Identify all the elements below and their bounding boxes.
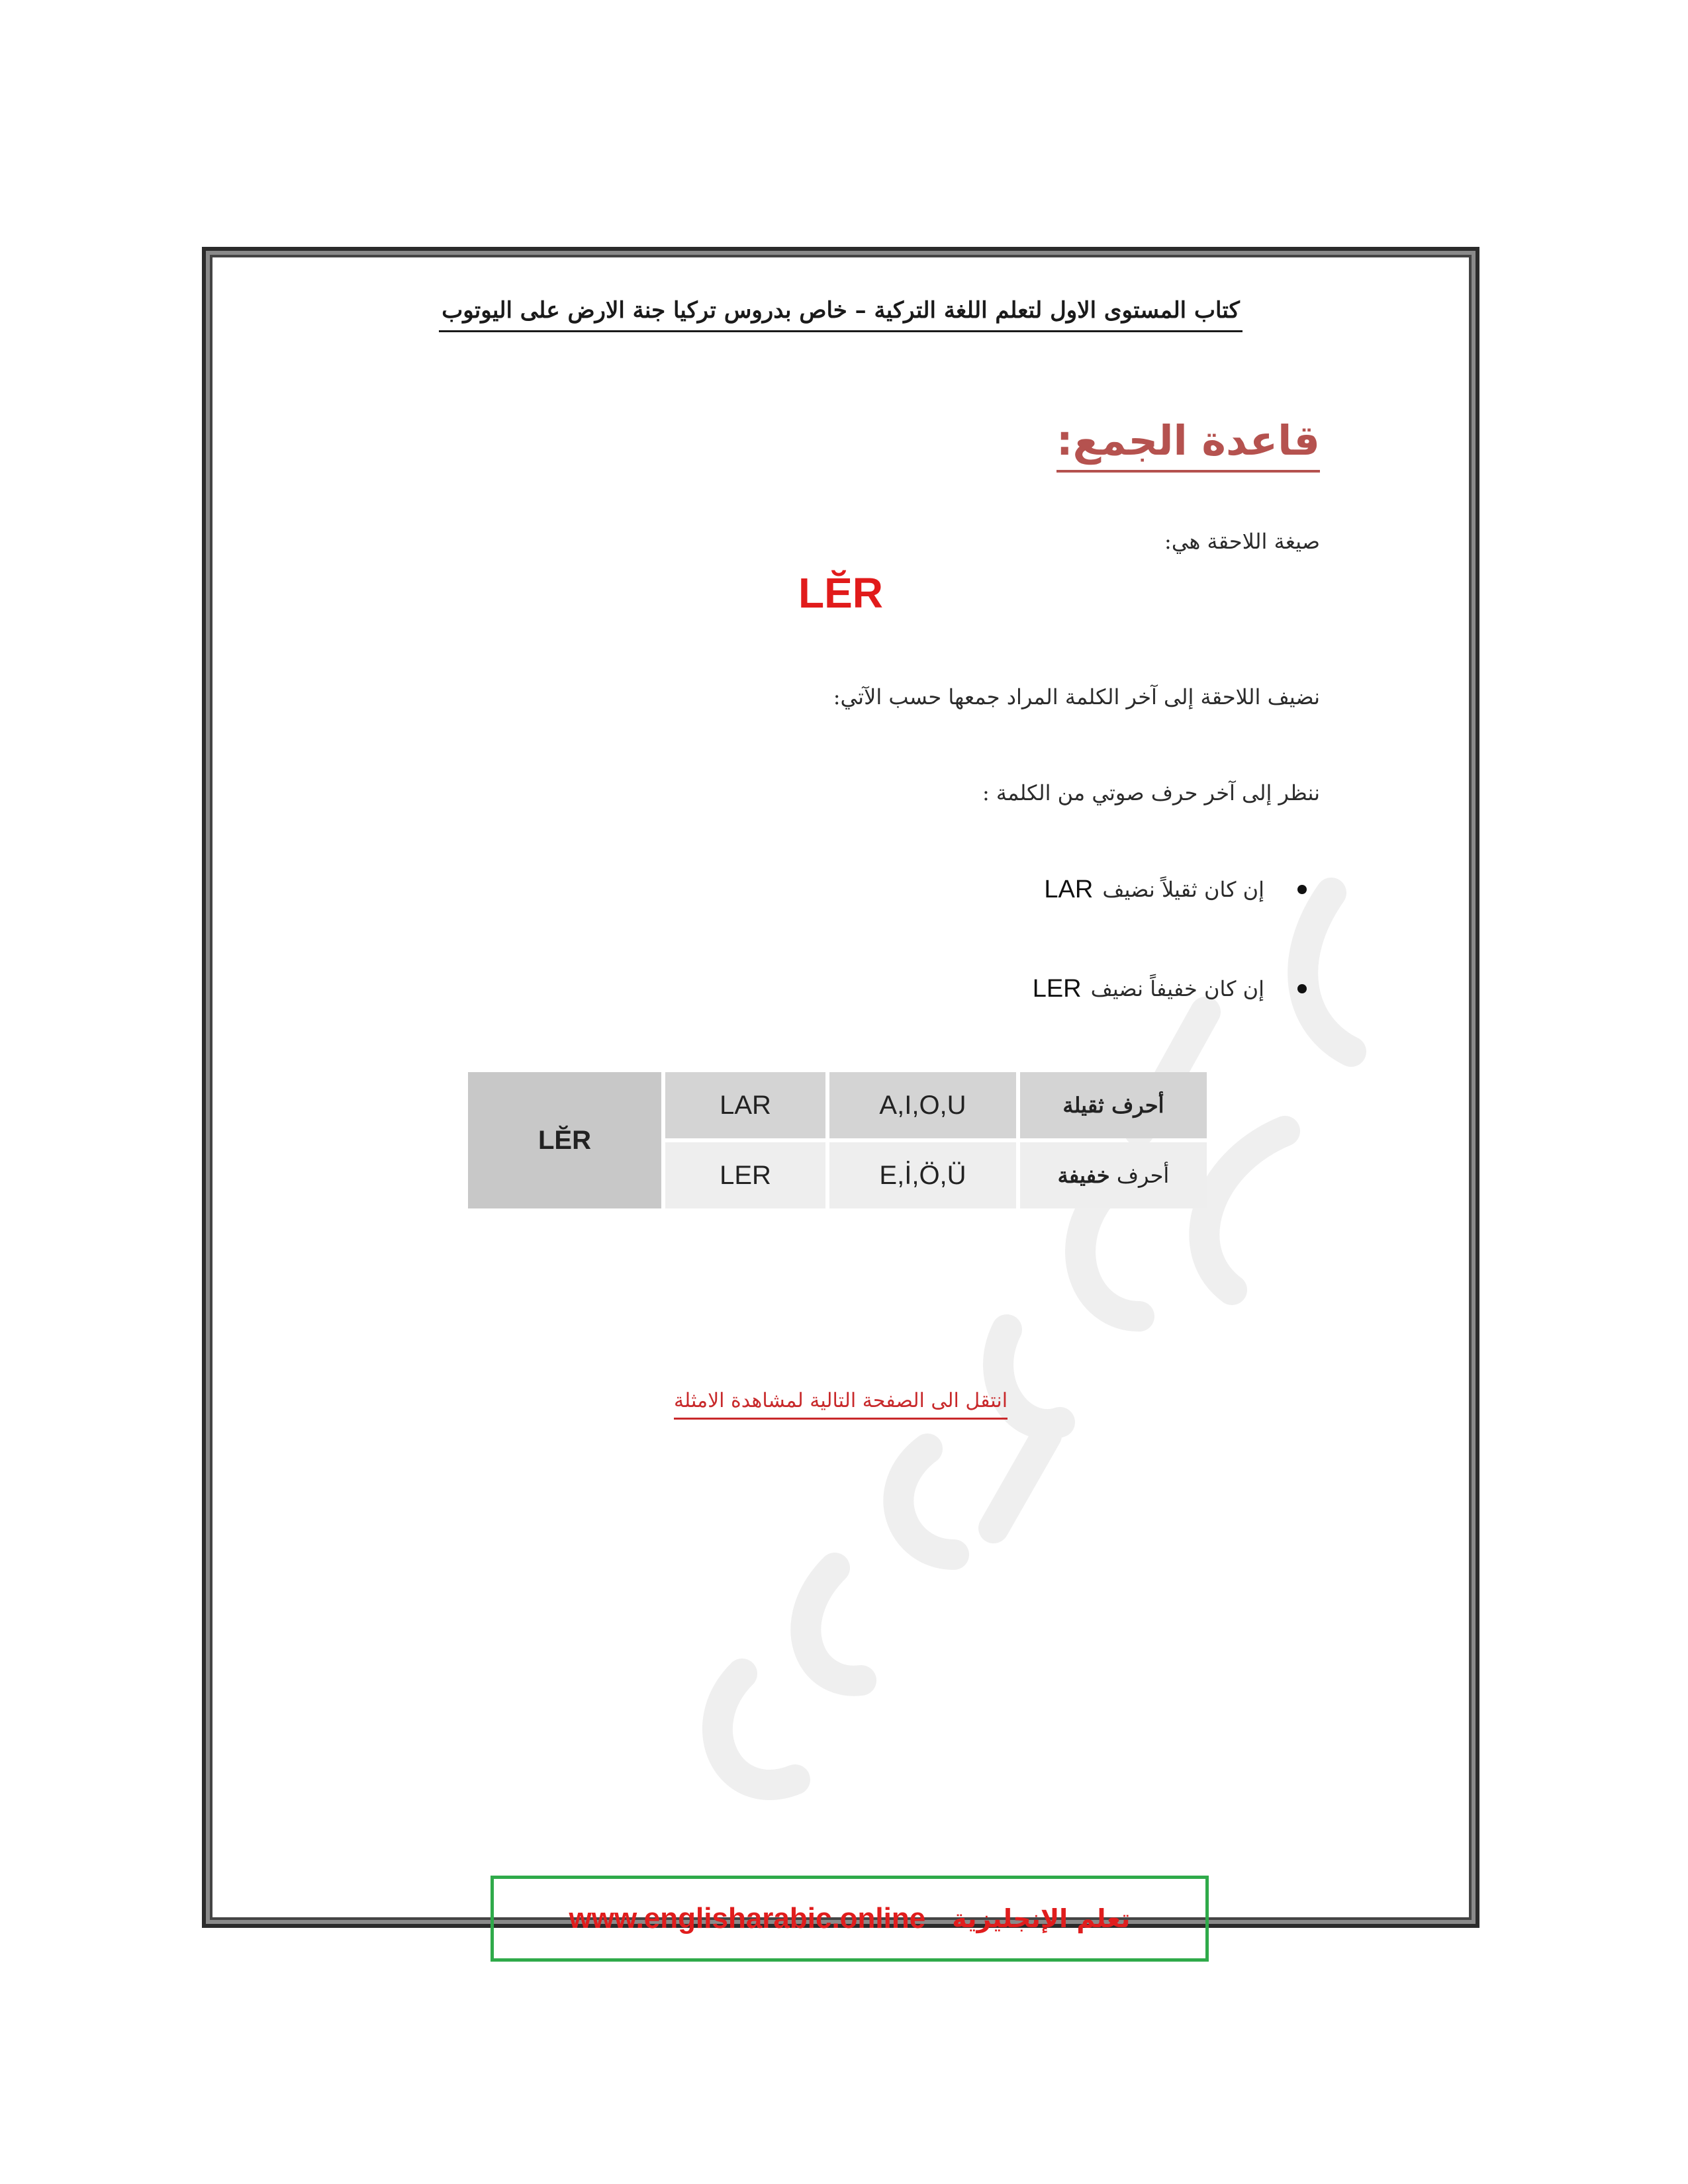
- next-page-link[interactable]: انتقل الى الصفحة التالية لمشاهدة الامثلة: [674, 1389, 1008, 1420]
- table-cell-suffix: LER: [665, 1142, 825, 1208]
- suffix-intro: صيغة اللاحقة هي:: [1164, 529, 1320, 554]
- vowel-harmony-table: [464, 1068, 1211, 1212]
- next-page-note: [212, 1389, 1469, 1420]
- table-cell-suffix: LAR: [665, 1072, 825, 1138]
- rule-text: إن كان ثقيلاً نضيف: [1102, 877, 1264, 902]
- page-content: [210, 255, 1472, 1934]
- promo-url-link[interactable]: www.englisharabic.online: [569, 1902, 926, 1934]
- bullet-icon: [1297, 885, 1307, 894]
- rule-text: إن كان خفيفاً نضيف: [1090, 976, 1264, 1001]
- instruction-add-suffix: نضيف اللاحقة إلى آخر الكلمة المراد جمعها حسب الآتي:: [833, 684, 1320, 709]
- rule-item-light: [1033, 972, 1320, 1005]
- table-cell-suffix-merged: LĔR: [468, 1072, 661, 1208]
- promo-box: [491, 1876, 1209, 1962]
- label-bold: خفيفة: [1057, 1163, 1110, 1188]
- rule-suffix: LAR: [1044, 875, 1094, 903]
- label-prefix: أحرف: [1116, 1163, 1170, 1188]
- table-cell-letters: E,İ,Ö,Ü: [829, 1142, 1016, 1208]
- table-cell-label: [1020, 1142, 1207, 1208]
- instruction-last-vowel: ننظر إلى آخر حرف صوتي من الكلمة :: [982, 780, 1320, 805]
- rule-list: [1033, 873, 1320, 1071]
- table-cell-label: أحرف ثقيلة: [1020, 1072, 1207, 1138]
- table-row: [468, 1072, 1207, 1138]
- rule-item-heavy: [1033, 873, 1320, 906]
- page-frame: [202, 247, 1479, 1934]
- suffix-formula: LĔR: [798, 569, 883, 617]
- header-text: كتاب المستوى الاول لتعلم اللغة التركية – خاص بدروس تركيا جنة الارض على اليوتوب: [439, 297, 1243, 332]
- rule-suffix: LER: [1032, 974, 1082, 1003]
- promo-arabic-text: تعلم الإنجليزية: [952, 1904, 1131, 1933]
- page-title: قاعدة الجمع:: [1056, 416, 1320, 473]
- bullet-icon: [1297, 984, 1307, 993]
- document-header: [212, 297, 1469, 332]
- table-cell-letters: A,I,O,U: [829, 1072, 1016, 1138]
